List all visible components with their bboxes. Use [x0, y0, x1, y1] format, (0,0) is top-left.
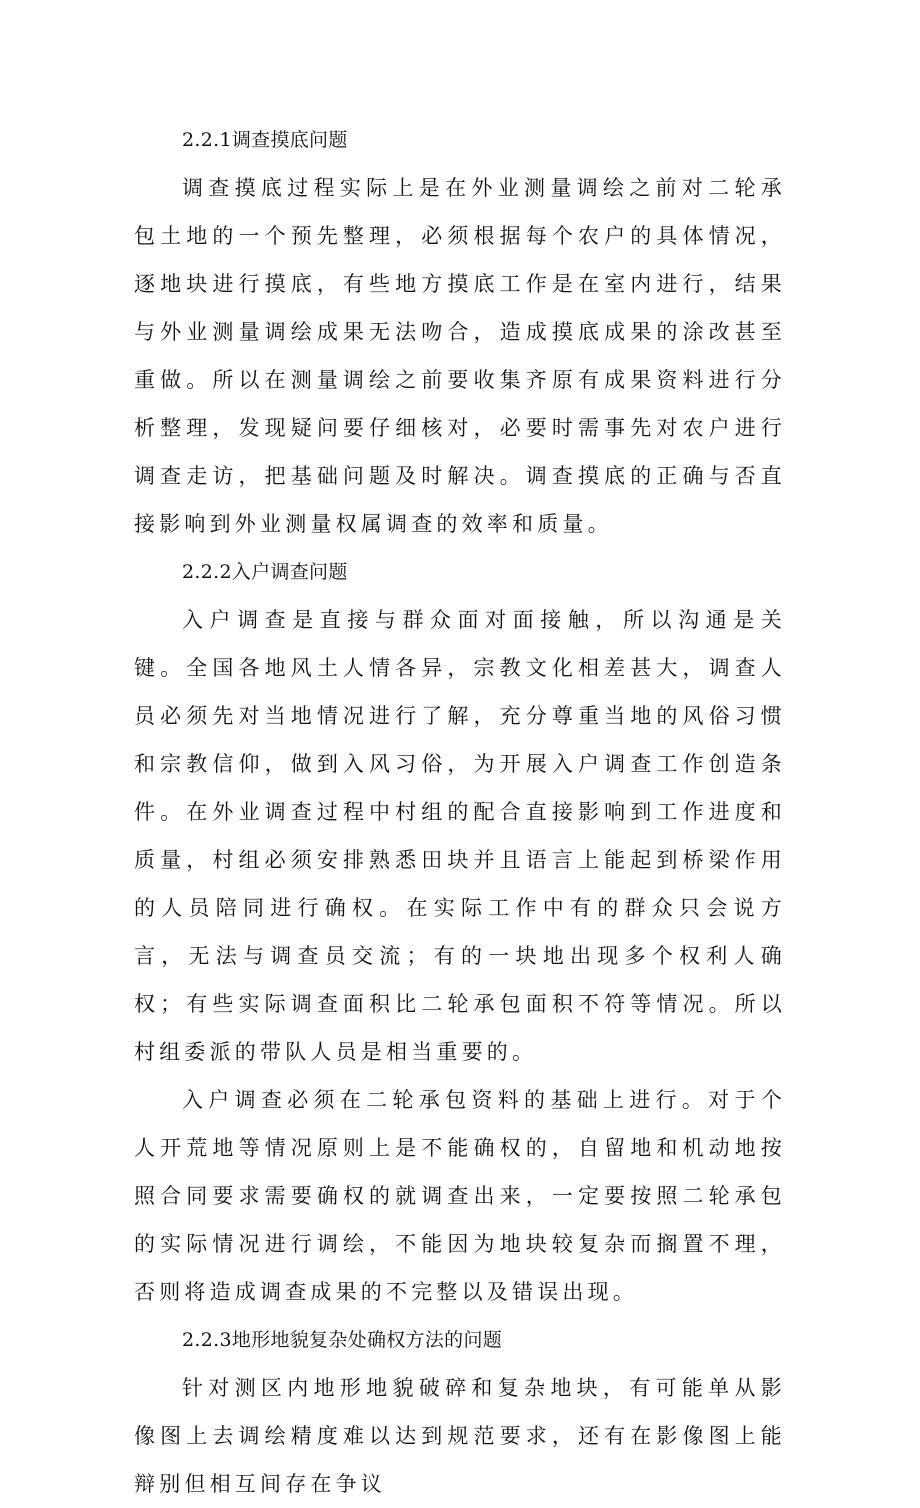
section-heading-2-2-1: 2.2.1调查摸底问题: [182, 129, 348, 151]
section-heading-2-2-3: 2.2.3地形地貌复杂处确权方法的问题: [182, 1329, 503, 1351]
document-body: [134, 116, 786, 1508]
paragraph-household-survey-2: 入户调查必须在二轮承包资料的基础上进行。对于个人开荒地等情况原则上是不能确权的，自留地和机动地按照合同要求需要确权的就调查出来，一定要按照二轮承包的实际情况进行调绘，不能因为地块较复杂而搁置不理，否则将造成调查成果的不完整以及错误出现。: [134, 1088, 786, 1304]
paragraph-complex-terrain: 针对测区内地形地貌破碎和复杂地块，有可能单从影像图上去调绘精度难以达到规范要求，还有在影像图上能辩别但相互间存在争议: [134, 1376, 786, 1496]
paragraph-household-survey-1: 入户调查是直接与群众面对面接触，所以沟通是关键。全国各地风土人情各异，宗教文化相差甚大，调查人员必须先对当地情况进行了解，充分尊重当地的风俗习惯和宗教信仰，做到入风习俗，为开展入户调查工作创造条件。在外业调查过程中村组的配合直接影响到工作进度和质量，村组必须安排熟悉田块并且语言上能起到桥梁作用的人员陪同进行确权。在实际工作中有的群众只会说方言，无法与调查员交流；有的一块地出现多个权利人确权；有些实际调查面积比二轮承包面积不符等情况。所以村组委派的带队人员是相当重要的。: [134, 608, 786, 1064]
paragraph-survey-preliminary: 调查摸底过程实际上是在外业测量调绘之前对二轮承包土地的一个预先整理，必须根据每个农户的具体情况，逐地块进行摸底，有些地方摸底工作是在室内进行，结果与外业测量调绘成果无法吻合，造成摸底成果的涂改甚至重做。所以在测量调绘之前要收集齐原有成果资料进行分析整理，发现疑问要仔细核对，必要时需事先对农户进行调查走访，把基础问题及时解决。调查摸底的正确与否直接影响到外业测量权属调查的效率和质量。: [134, 176, 786, 536]
section-heading-2-2-2: 2.2.2入户调查问题: [182, 561, 348, 583]
